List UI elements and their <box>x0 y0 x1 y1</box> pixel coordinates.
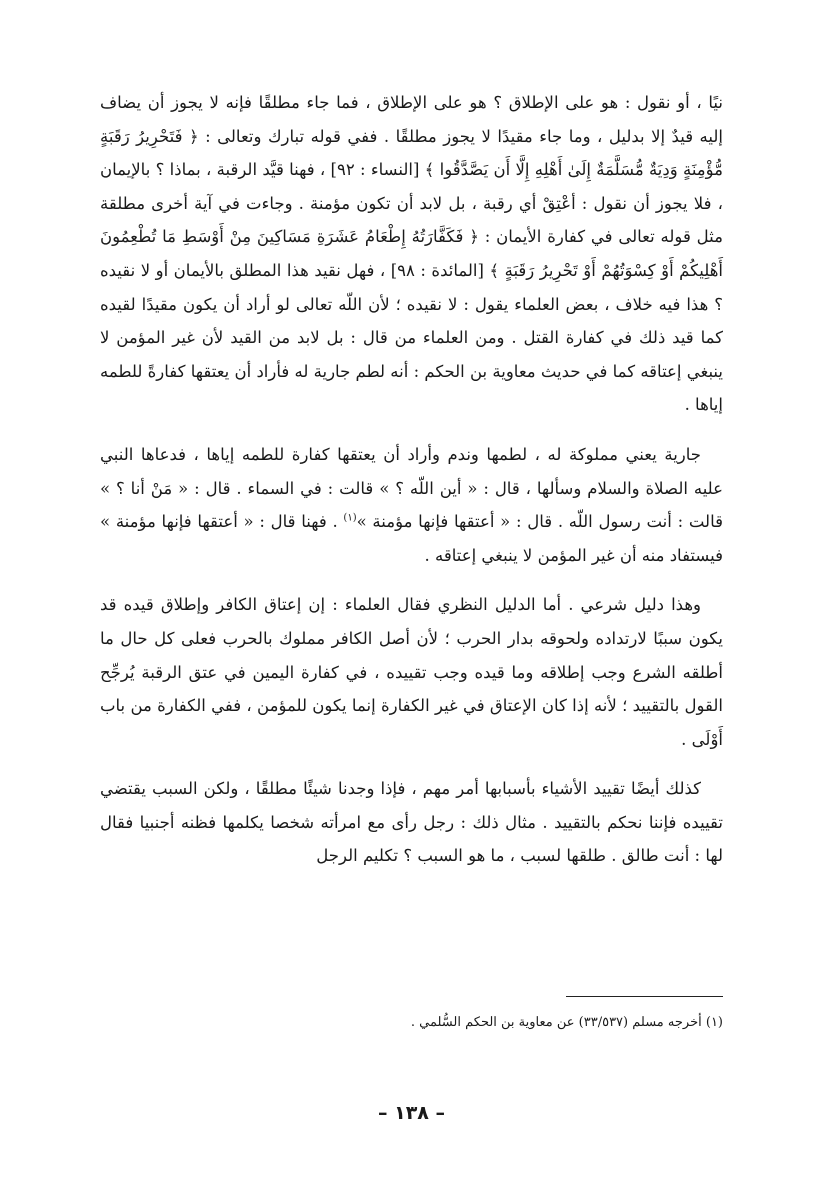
main-text <box>100 86 723 873</box>
footnote-divider <box>566 996 723 997</box>
paragraph-1: نيًا ، أو نقول : هو على الإطلاق ؟ هو على الإطلاق ، فما جاء مطلقًا فإنه لا يجوز أن يضاف إليه قيدٌ إلا بدليل ، وما جاء مقيدًا لا يجوز مطلقًا . ففي قوله تبارك وتعالى : ﴿ فَتَحْرِيرُ رَقَبَةٍ مُّؤْمِنَةٍ وَدِيَةٌ مُّسَلَّمَةٌ إِلَىٰ أَهْلِهِ إِلَّا أَن يَصَّدَّقُوا ﴾ [النساء : ٩٢] ، فهنا قيَّد الرقبة ، بماذا ؟ بالإيمان ، فلا يجوز أن نقول : أعْتِقْ أي رقبة ، بل لابد أن تكون مؤمنة . وجاءت في آية أخرى مطلقة مثل قوله تعالى في كفارة الأيمان : ﴿ فَكَفَّارَتُهُ إِطْعَامُ عَشَرَةِ مَسَاكِينَ مِنْ أَوْسَطِ مَا تُطْعِمُونَ أَهْلِيكُمْ أَوْ كِسْوَتُهُمْ أَوْ تَحْرِيرُ رَقَبَةٍ ﴾ [المائدة : ٩٨] ، فهل نقيد هذا المطلق بالأيمان أو لا نقيده ؟ هذا فيه خلاف ، بعض العلماء يقول : لا نقيده ؛ لأن اللّه تعالى لو أراد أن يكون مقيدًا لقيده كما قيد ذلك في كفارة القتل . ومن العلماء من قال : بل لابد من القيد لأن غير المؤمن لا ينبغي إعتاقه كما في حديث معاوية بن الحكم : أنه لطم جارية له فأراد أن يعتقها كفارةً للطمه إياها . <box>100 93 724 415</box>
paragraph-2-text: جارية يعني مملوكة له ، لطمها وندم وأراد أن يعتقها كفارة للطمه إياها ، فدعاها النبي عليه الصلاة والسلام وسألها ، قال : « أين اللّه ؟ » قالت : في السماء . قال : « مَنْ أنا ؟ » قالت : أنت رسول اللّه . قال : « أعتقها فإنها مؤمنة » <box>100 444 723 532</box>
paragraph-2-continuation: . فهنا قال : « أعتقها فإنها مؤمنة » فيستفاد منه أن غير المؤمن لا ينبغي إعتاقه . <box>100 512 723 565</box>
page-number: – ١٣٨ – <box>377 1102 446 1124</box>
paragraph-4: كذلك أيضًا تقييد الأشياء بأسبابها أمر مهم ، فإذا وجدنا شيئًا مطلقًا ، ولكن السبب يقتضي تقييده فإننا نحكم بالتقييد . مثال ذلك : رجل رأى مع امرأته شخصا يكلمها فظنه أجنبيا فقال لها : أنت طالق . طلقها لسبب ، ما هو السبب ؟ تكليم الرجل <box>100 779 723 866</box>
paragraph-3: وهذا دليل شرعي . أما الدليل النظري فقال العلماء : إن إعتاق الكافر وإطلاق قيده قد يكون سببًا لارتداده ولحوقه بدار الحرب ؛ لأن أصل الكافر مملوك بالحرب فعلى كل حال ما أطلقه الشرع وجب إطلاقه وما قيده وجب تقييده ، في كفارة اليمين في عتق الرقبة يُرجِّح القول بالتقييد ؛ لأنه إذا كان الإعتاق في غير الكفارة إنما يكون للمؤمن ، ففي الكفارة من باب أَوْلَى . <box>100 595 723 749</box>
footnote-reference[interactable]: (١) <box>343 512 357 524</box>
document-page <box>100 86 723 1146</box>
paragraph-2 <box>100 438 723 572</box>
footnote: (١) أخرجه مسلم (٣٣/٥٣٧) عن معاوية بن الحكم السُّلمي . <box>410 1015 723 1030</box>
